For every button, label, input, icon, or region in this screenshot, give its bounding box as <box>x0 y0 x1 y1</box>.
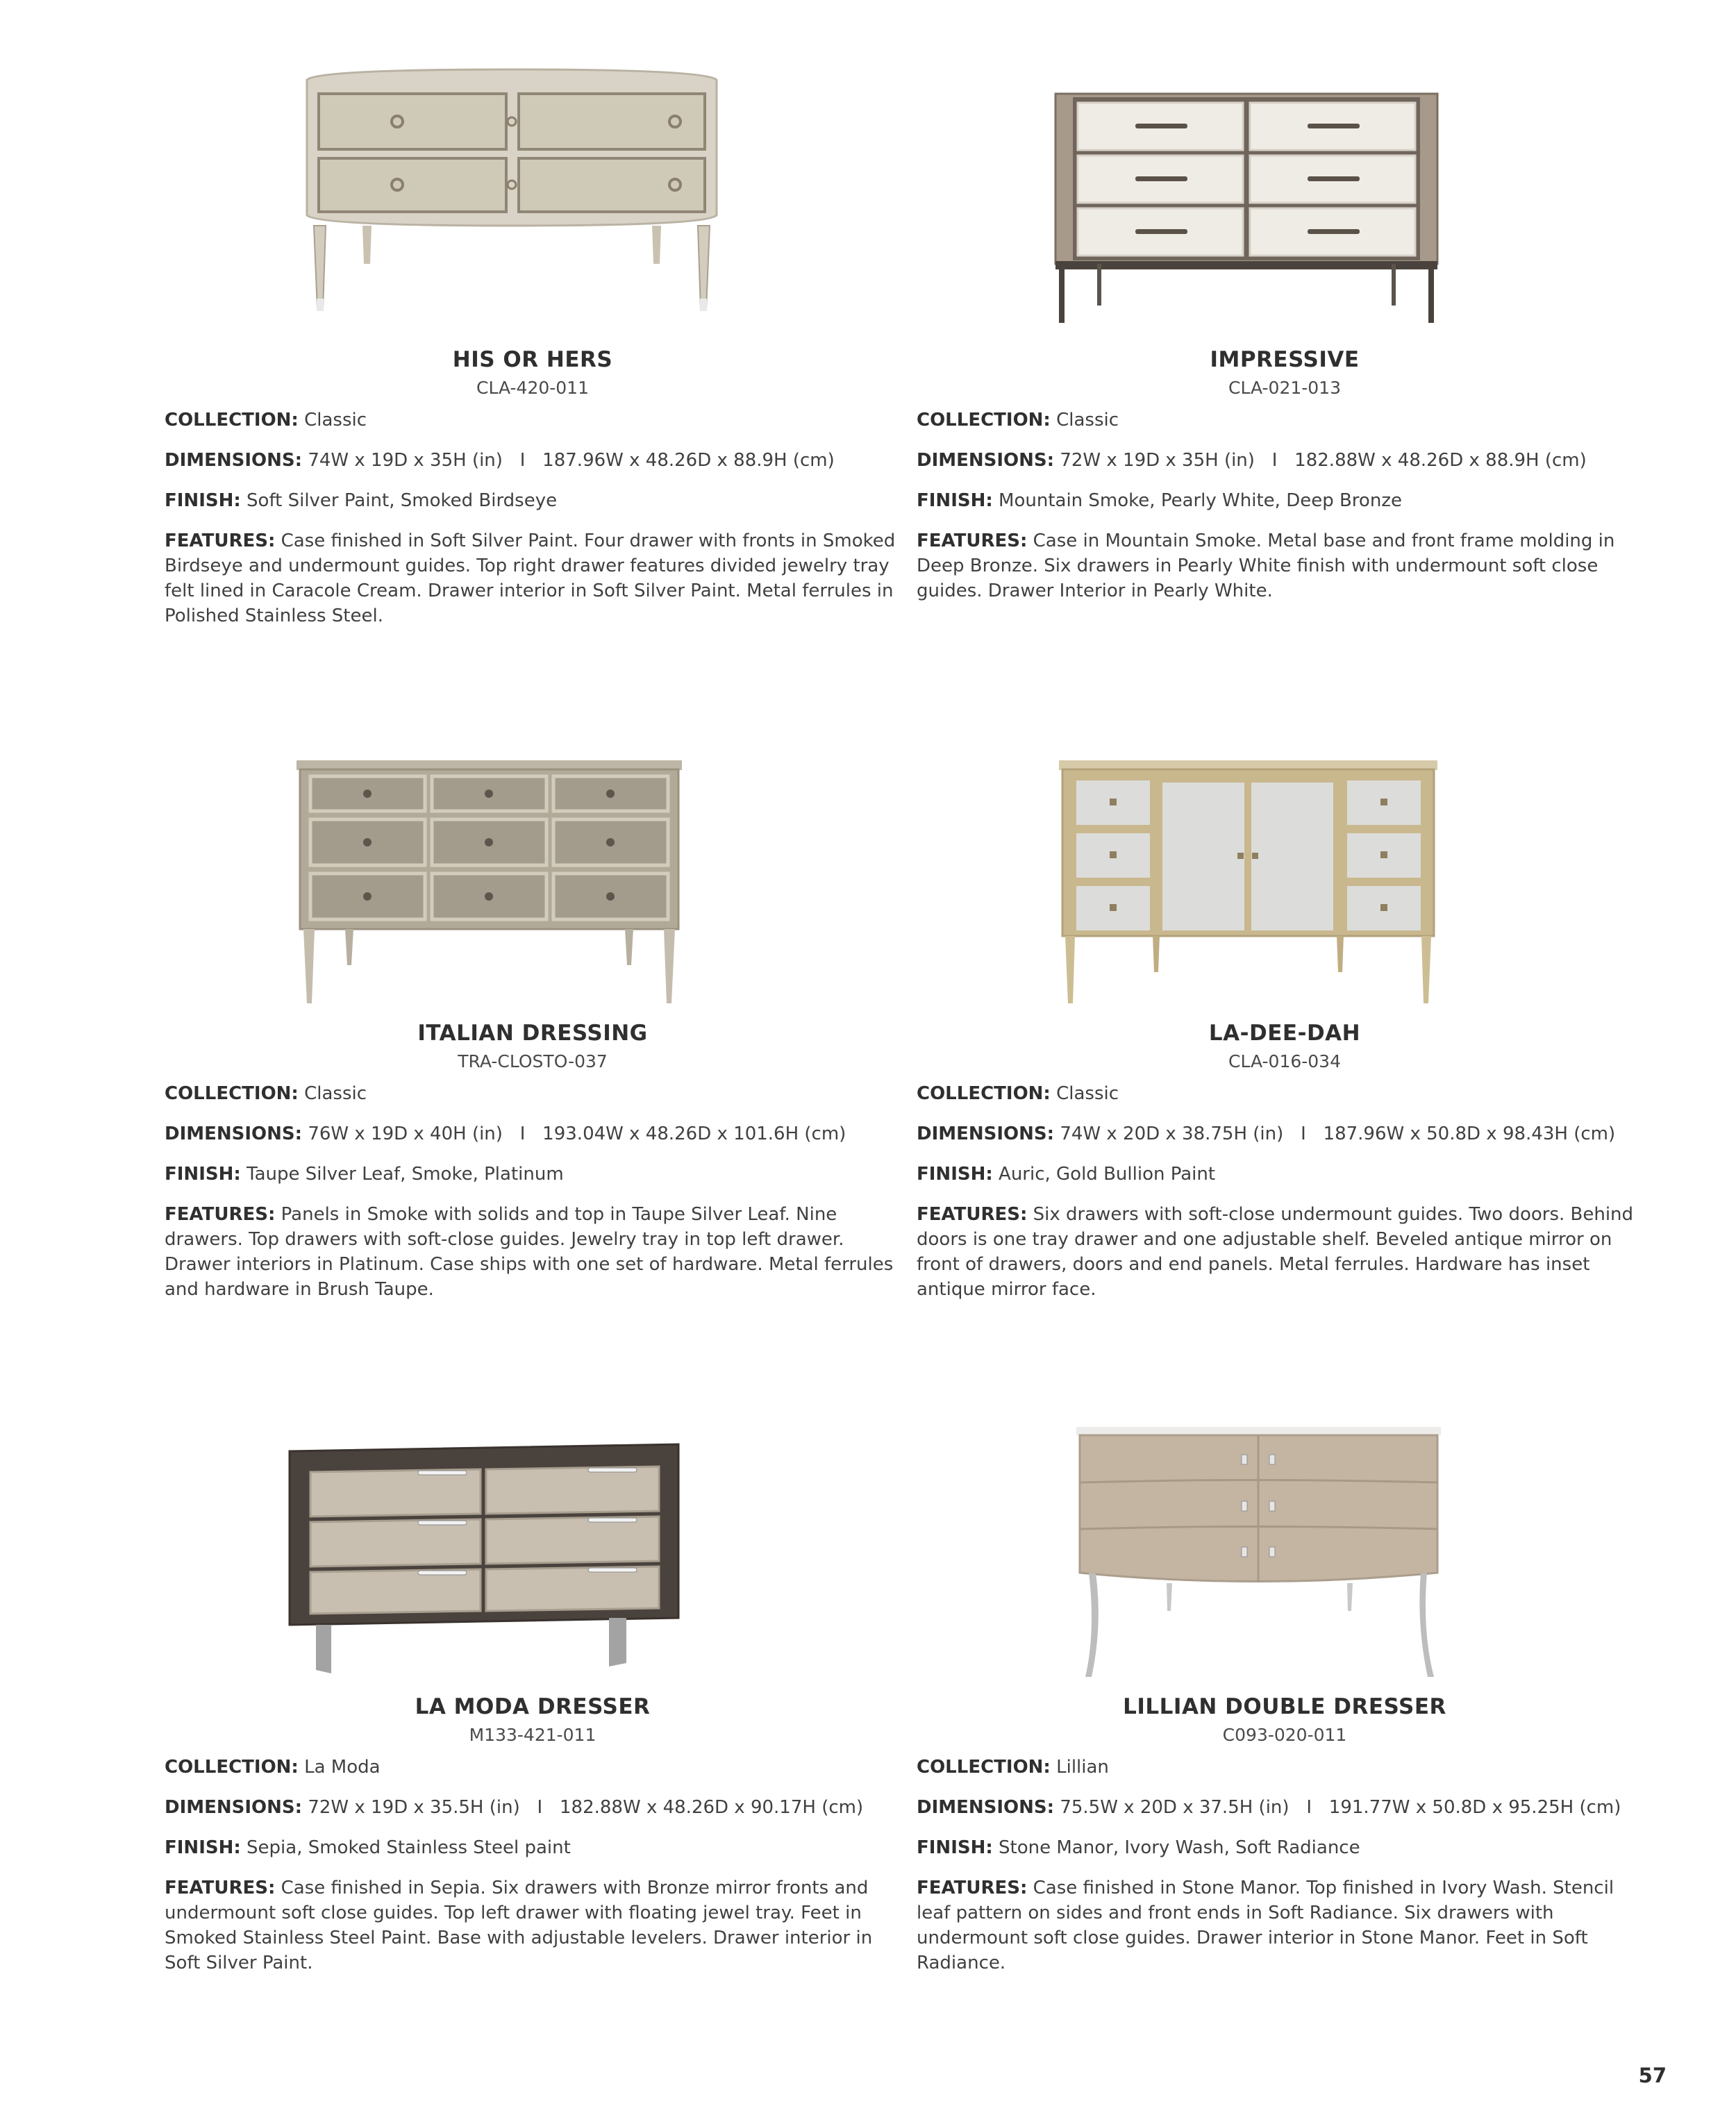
collection-spec <box>917 408 1653 433</box>
product-image-his-or-hers <box>165 56 901 333</box>
features-value: Case finished in Sepia. Six drawers with Bronze mirror fronts and undermount soft close guides. Top left drawer with floating jewel tray. Feet in Smoked Stainless Steel Paint. Base with adjustable levelers. Drawer interior in Soft Silver Paint. <box>165 1878 873 1973</box>
collection-spec <box>917 1081 1653 1106</box>
dresser-illustration <box>165 1403 901 1680</box>
dimensions-spec <box>165 448 901 473</box>
collection-label: COLLECTION: <box>917 1083 1051 1104</box>
features-value: Six drawers with soft-close undermount guides. Two doors. Behind doors is one tray drawer and one adjustable shelf. Beveled antique mirror on front of drawers, doors and end panels. Metal ferrules. Hardware has inset antique mirror face. <box>917 1204 1634 1300</box>
features-label: FEATURES: <box>917 1204 1028 1225</box>
collection-value: Classic <box>1056 410 1119 431</box>
features-label: FEATURES: <box>917 530 1028 551</box>
features-label: FEATURES: <box>165 1204 276 1225</box>
features-spec <box>917 1875 1653 1975</box>
finish-value: Auric, Gold Bullion Paint <box>999 1164 1216 1185</box>
product-la-dee-dah <box>917 729 1653 1302</box>
features-value: Case finished in Stone Manor. Top finished in Ivory Wash. Stencil leaf pattern on sides and front ends in Soft Radiance. Six drawers with undermount soft close guides. Drawer interior in Stone Manor. Feet in Soft Radiance. <box>917 1878 1614 1973</box>
product-sku: CLA-016-034 <box>1228 1051 1341 1071</box>
finish-spec <box>917 1835 1653 1860</box>
product-image-impressive <box>917 56 1653 333</box>
dimensions-value: 72W x 19D x 35.5H (in) I 182.88W x 48.26D x 90.17H (cm) <box>308 1797 864 1818</box>
page-number: 57 <box>1638 2064 1667 2087</box>
finish-value: Mountain Smoke, Pearly White, Deep Bronze <box>999 490 1402 511</box>
product-la-moda-dresser <box>165 1403 901 1975</box>
finish-spec <box>165 1162 901 1187</box>
collection-value: Classic <box>1056 1083 1119 1104</box>
finish-label: FINISH: <box>917 1837 993 1858</box>
features-label: FEATURES: <box>165 1878 276 1898</box>
product-sku: M133-421-011 <box>469 1725 596 1745</box>
product-his-or-hers <box>165 56 901 628</box>
dimensions-label: DIMENSIONS: <box>917 1123 1055 1144</box>
product-name: LA-DEE-DAH <box>1208 1021 1361 1046</box>
collection-spec <box>165 1755 901 1780</box>
dresser-illustration <box>917 56 1653 333</box>
collection-label: COLLECTION: <box>165 410 299 431</box>
dimensions-value: 72W x 19D x 35H (in) I 182.88W x 48.26D x 88.9H (cm) <box>1060 450 1587 471</box>
features-value: Case in Mountain Smoke. Metal base and front frame molding in Deep Bronze. Six drawers in Pearly White finish with undermount soft close guides. Drawer Interior in Pearly White. <box>917 530 1615 601</box>
collection-value: Classic <box>304 410 367 431</box>
finish-label: FINISH: <box>165 1164 241 1185</box>
product-image-la-dee-dah <box>917 729 1653 1007</box>
product-image-la-moda-dresser <box>165 1403 901 1680</box>
dimensions-spec <box>165 1121 901 1146</box>
dimensions-value: 74W x 20D x 38.75H (in) I 187.96W x 50.8D x 98.43H (cm) <box>1060 1123 1616 1144</box>
collection-value: La Moda <box>304 1757 381 1778</box>
features-spec <box>165 528 901 628</box>
dimensions-spec <box>917 448 1653 473</box>
finish-spec <box>917 488 1653 513</box>
features-value: Case finished in Soft Silver Paint. Four drawer with fronts in Smoked Birdseye and undermount guides. Top right drawer features divided jewelry tray felt lined in Caracole Cream. Drawer interior in Soft Silver Paint. Metal ferrules in Polished Stainless Steel. <box>165 530 896 626</box>
collection-spec <box>165 408 901 433</box>
dimensions-label: DIMENSIONS: <box>165 1797 303 1818</box>
dresser-illustration <box>165 729 901 1007</box>
finish-spec <box>165 488 901 513</box>
collection-value: Classic <box>304 1083 367 1104</box>
product-image-lillian-double-dresser <box>917 1403 1653 1680</box>
product-name: LA MODA DRESSER <box>415 1694 651 1719</box>
finish-value: Soft Silver Paint, Smoked Birdseye <box>247 490 558 511</box>
features-label: FEATURES: <box>917 1878 1028 1898</box>
product-name: ITALIAN DRESSING <box>417 1021 648 1046</box>
features-spec <box>165 1875 901 1975</box>
product-name: LILLIAN DOUBLE DRESSER <box>1123 1694 1446 1719</box>
features-label: FEATURES: <box>165 530 276 551</box>
collection-label: COLLECTION: <box>917 1757 1051 1778</box>
product-lillian-double-dresser <box>917 1403 1653 1975</box>
collection-spec <box>917 1755 1653 1780</box>
product-sku: TRA-CLOSTO-037 <box>458 1051 608 1071</box>
finish-value: Taupe Silver Leaf, Smoke, Platinum <box>247 1164 564 1185</box>
product-sku: CLA-021-013 <box>1228 378 1341 398</box>
dimensions-value: 74W x 19D x 35H (in) I 187.96W x 48.26D x 88.9H (cm) <box>308 450 835 471</box>
dimensions-spec <box>165 1795 901 1820</box>
product-image-italian-dressing <box>165 729 901 1007</box>
finish-label: FINISH: <box>917 490 993 511</box>
features-value: Panels in Smoke with solids and top in Taupe Silver Leaf. Nine drawers. Top drawers with soft-close guides. Jewelry tray in top left drawer. Drawer interiors in Platinum. Case ships with one set of hardware. Metal ferrules and hardware in Brush Taupe. <box>165 1204 894 1300</box>
features-spec <box>917 528 1653 603</box>
dimensions-label: DIMENSIONS: <box>917 1797 1055 1818</box>
collection-spec <box>165 1081 901 1106</box>
dresser-illustration <box>917 1403 1653 1680</box>
finish-spec <box>917 1162 1653 1187</box>
dimensions-spec <box>917 1795 1653 1820</box>
dimensions-value: 75.5W x 20D x 37.5H (in) I 191.77W x 50.8D x 95.25H (cm) <box>1060 1797 1621 1818</box>
dimensions-value: 76W x 19D x 40H (in) I 193.04W x 48.26D x 101.6H (cm) <box>308 1123 846 1144</box>
product-sku: CLA-420-011 <box>476 378 589 398</box>
dimensions-spec <box>917 1121 1653 1146</box>
collection-label: COLLECTION: <box>165 1083 299 1104</box>
features-spec <box>165 1202 901 1302</box>
product-name: IMPRESSIVE <box>1210 347 1360 372</box>
finish-label: FINISH: <box>917 1164 993 1185</box>
finish-value: Sepia, Smoked Stainless Steel paint <box>247 1837 571 1858</box>
collection-label: COLLECTION: <box>917 410 1051 431</box>
dimensions-label: DIMENSIONS: <box>165 450 303 471</box>
collection-value: Lillian <box>1056 1757 1109 1778</box>
dimensions-label: DIMENSIONS: <box>917 450 1055 471</box>
dresser-illustration <box>165 56 901 333</box>
product-italian-dressing <box>165 729 901 1302</box>
product-impressive <box>917 56 1653 603</box>
product-sku: C093-020-011 <box>1222 1725 1347 1745</box>
finish-value: Stone Manor, Ivory Wash, Soft Radiance <box>999 1837 1360 1858</box>
finish-label: FINISH: <box>165 1837 241 1858</box>
features-spec <box>917 1202 1653 1302</box>
finish-spec <box>165 1835 901 1860</box>
dimensions-label: DIMENSIONS: <box>165 1123 303 1144</box>
finish-label: FINISH: <box>165 490 241 511</box>
collection-label: COLLECTION: <box>165 1757 299 1778</box>
dresser-illustration <box>917 729 1653 1007</box>
product-name: HIS OR HERS <box>452 347 613 372</box>
